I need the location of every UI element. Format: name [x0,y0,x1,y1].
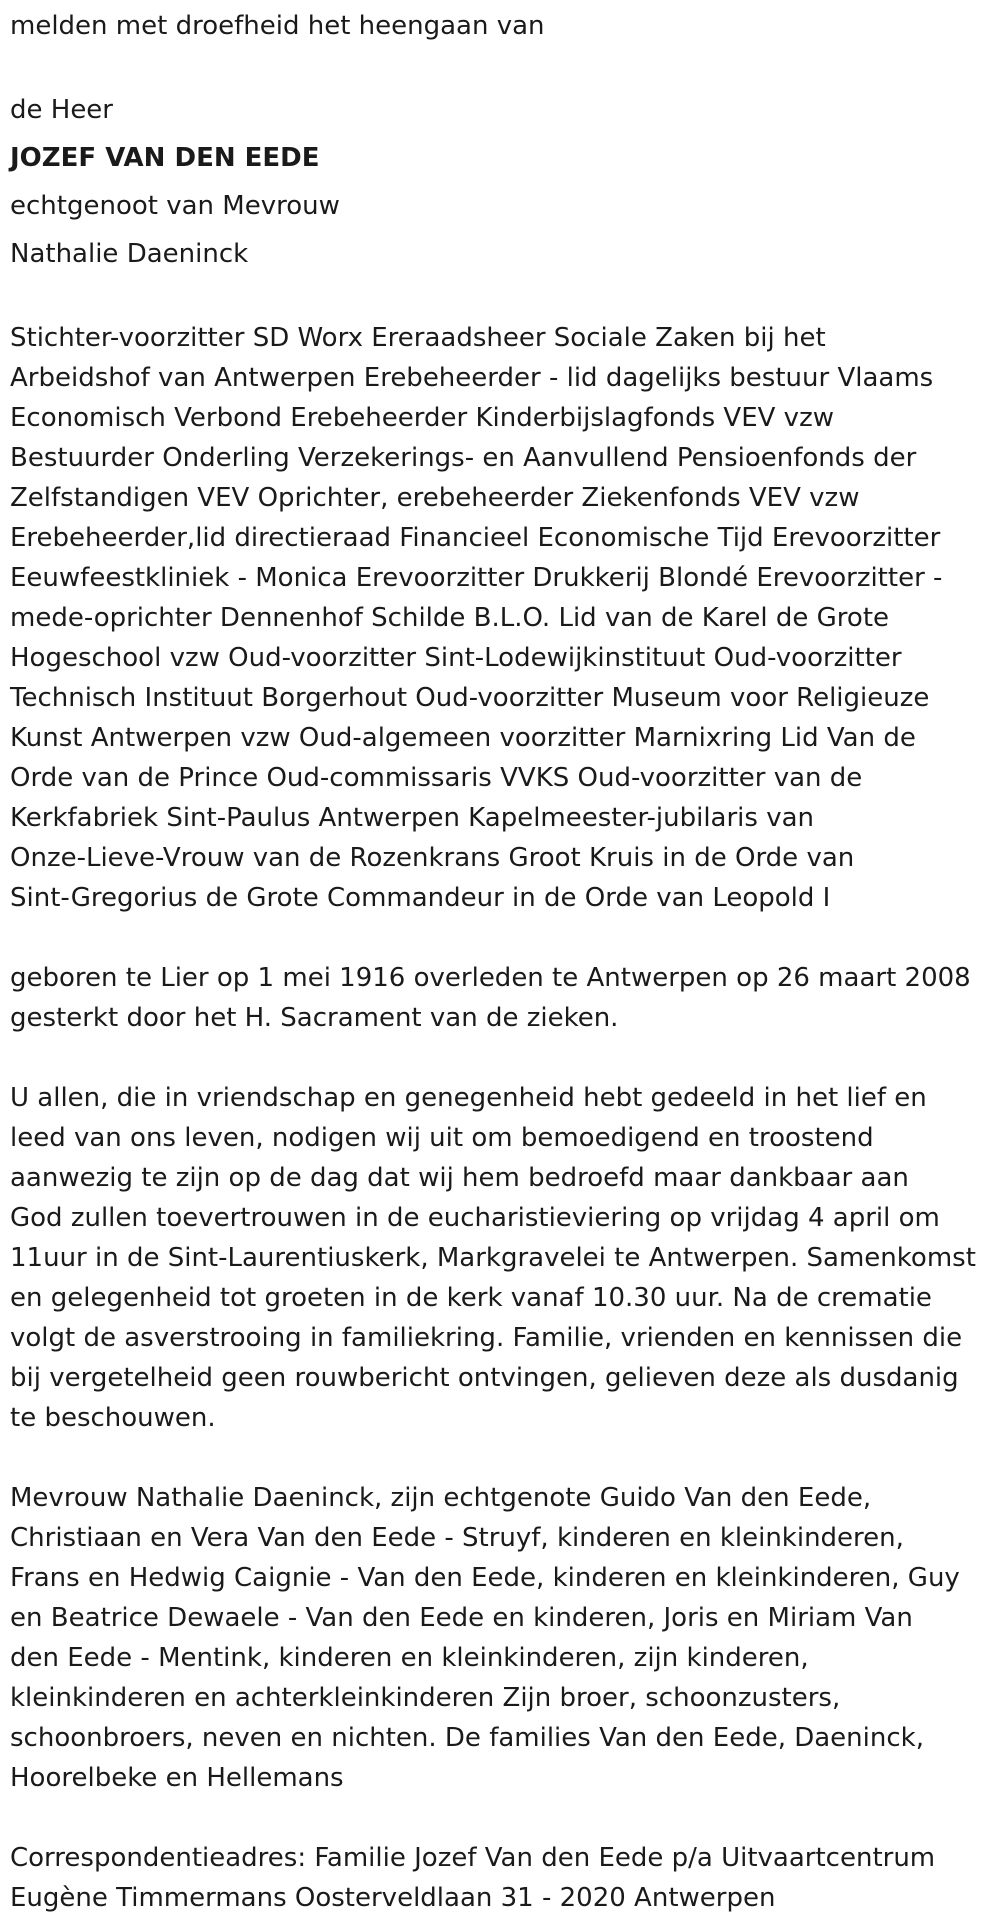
spacer [10,918,990,958]
titles-line: Hogeschool vzw Oud-voorzitter Sint-Lodewijkinstituut Oud-voorzitter [10,643,902,673]
correspondence-paragraph [10,1838,990,1918]
titles-line: Sint-Gregorius de Grote Commandeur in de Orde van Leopold I [10,883,831,913]
invitation-line: leed van ons leven, nodigen wij uit om bemoedigend en troostend [10,1123,874,1153]
spacer [10,278,990,318]
titles-line: Erebeheerder,lid directieraad Financieel Economische Tijd Erevoorzitter [10,523,941,553]
titles-line: Kerkfabriek Sint-Paulus Antwerpen Kapelmeester-jubilaris van [10,803,815,833]
titles-line: mede-oprichter Dennenhof Schilde B.L.O. Lid van de Karel de Grote [10,603,890,633]
titles-line: Technisch Instituut Borgerhout Oud-voorzitter Museum voor Religieuze [10,683,930,713]
deceased-name: JOZEF VAN DEN EEDE [10,143,320,173]
birth-death-paragraph [10,958,990,1038]
invitation-line: volgt de asverstrooing in familiekring. Familie, vrienden en kennissen die [10,1323,963,1353]
titles-line: Economisch Verbond Erebeheerder Kinderbijslagfonds VEV vzw [10,403,834,433]
titles-line: Arbeidshof van Antwerpen Erebeheerder - lid dagelijks bestuur Vlaams [10,363,934,393]
family-line: Christiaan en Vera Van den Eede - Struyf, kinderen en kleinkinderen, [10,1523,904,1553]
invitation-line: U allen, die in vriendschap en genegenheid hebt gedeeld in het lief en [10,1083,927,1113]
invitation-line: bij vergetelheid geen rouwbericht ontvingen, gelieven deze als dusdanig [10,1363,959,1393]
spouse-line-2: Nathalie Daeninck [10,239,249,269]
titles-line: Eeuwfeestkliniek - Monica Erevoorzitter Drukkerij Blondé Erevoorzitter - [10,563,943,593]
spacer [10,1438,990,1478]
honorific: de Heer [10,95,113,125]
family-line: den Eede - Mentink, kinderen en kleinkinderen, zijn kinderen, [10,1643,809,1673]
intro-text: melden met droefheid het heengaan van [10,11,545,41]
spacer [10,1798,990,1838]
spouse-line-1: echtgenoot van Mevrouw [10,191,340,221]
titles-line: Onze-Lieve-Vrouw van de Rozenkrans Groot Kruis in de Orde van [10,843,855,873]
spacer [10,46,990,86]
family-line: Frans en Hedwig Caignie - Van den Eede, kinderen en kleinkinderen, Guy [10,1563,960,1593]
titles-line: Bestuurder Onderling Verzekerings- en Aanvullend Pensioenfonds der [10,443,917,473]
correspondence-line: Correspondentieadres: Familie Jozef Van den Eede p/a Uitvaartcentrum [10,1843,936,1873]
invitation-paragraph [10,1078,990,1438]
titles-line: Stichter-voorzitter SD Worx Ereraadsheer Sociale Zaken bij het [10,323,826,353]
titles-line: Kunst Antwerpen vzw Oud-algemeen voorzitter Marnixring Lid Van de [10,723,916,753]
family-line: schoonbroers, neven en nichten. De families Van den Eede, Daeninck, [10,1723,924,1753]
birth-death-line: gesterkt door het H. Sacrament van de zieken. [10,1003,619,1033]
invitation-line: te beschouwen. [10,1403,216,1433]
invitation-line: aanwezig te zijn op de dag dat wij hem bedroefd maar dankbaar aan [10,1163,909,1193]
titles-line: Zelfstandigen VEV Oprichter, erebeheerder Ziekenfonds VEV vzw [10,483,860,513]
correspondence-line: Eugène Timmermans Oosterveldlaan 31 - 2020 Antwerpen [10,1883,776,1913]
titles-line: Orde van de Prince Oud-commissaris VVKS Oud-voorzitter van de [10,763,863,793]
invitation-line: God zullen toevertrouwen in de eucharistieviering op vrijdag 4 april om [10,1203,940,1233]
obituary-document [0,6,1000,1918]
titles-paragraph [10,318,990,918]
family-paragraph [10,1478,990,1798]
spacer [10,1038,990,1078]
family-line: en Beatrice Dewaele - Van den Eede en kinderen, Joris en Miriam Van [10,1603,913,1633]
family-line: Hoorelbeke en Hellemans [10,1763,344,1793]
birth-death-line: geboren te Lier op 1 mei 1916 overleden te Antwerpen op 26 maart 2008 [10,963,971,993]
family-line: kleinkinderen en achterkleinkinderen Zijn broer, schoonzusters, [10,1683,841,1713]
invitation-line: en gelegenheid tot groeten in de kerk vanaf 10.30 uur. Na de crematie [10,1283,932,1313]
invitation-line: 11uur in de Sint-Laurentiuskerk, Markgravelei te Antwerpen. Samenkomst [10,1243,976,1273]
family-line: Mevrouw Nathalie Daeninck, zijn echtgenote Guido Van den Eede, [10,1483,872,1513]
